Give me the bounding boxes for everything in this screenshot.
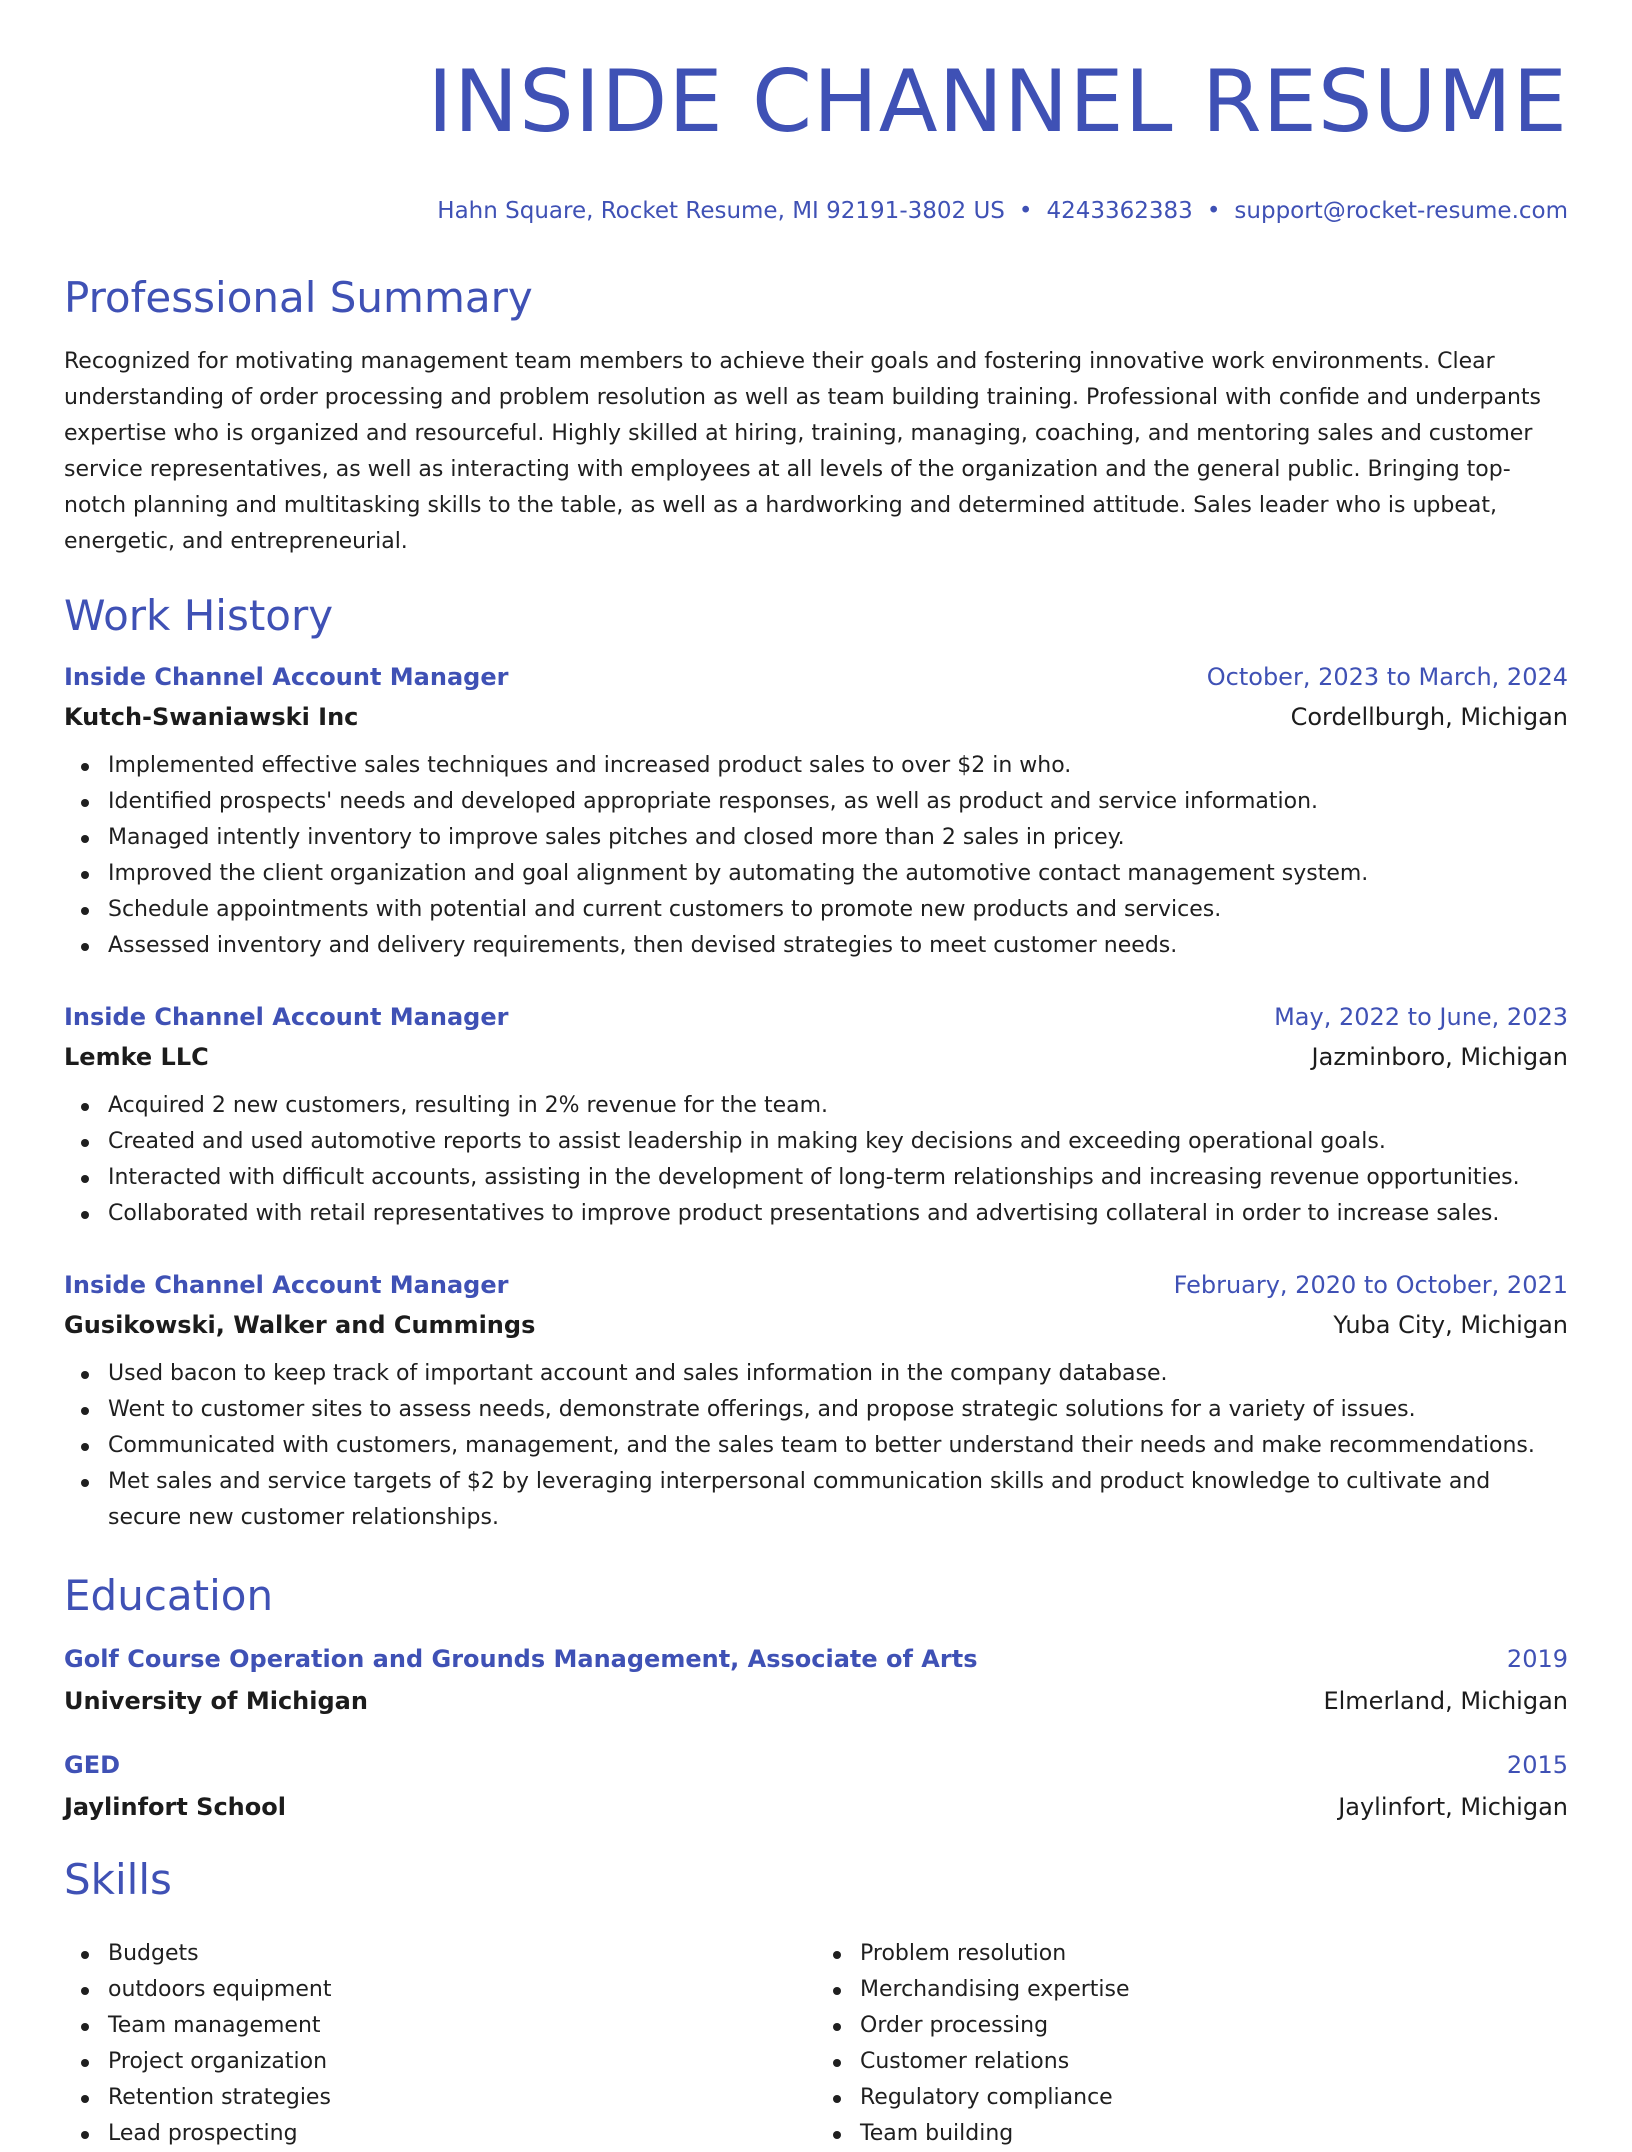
- contact-separator: •: [1018, 198, 1033, 224]
- work-history-heading: Work History: [64, 591, 334, 640]
- education-school: University of Michigan: [64, 1687, 368, 1715]
- contact-separator: •: [1206, 198, 1221, 224]
- job-employer: Lemke LLC: [64, 1043, 209, 1071]
- education-year: 2019: [1506, 1645, 1568, 1673]
- contact-phone: 4243362383: [1046, 198, 1193, 224]
- skill-item: Problem resolution: [816, 1936, 1568, 1972]
- job-bullet: Identified prospects' needs and developed appropriate responses, as well as product and service information.: [64, 784, 1568, 820]
- education-location: Jaylinfort, Michigan: [1338, 1793, 1568, 1821]
- job-bullet: Communicated with customers, management, and the sales team to better understand their needs and make recommendations.: [64, 1428, 1568, 1464]
- job-employer: Kutch-Swaniawski Inc: [64, 703, 359, 731]
- job-bullet: Acquired 2 new customers, resulting in 2% revenue for the team.: [64, 1088, 1568, 1124]
- skill-item: Team building: [816, 2116, 1568, 2152]
- education-entry: [64, 1642, 1568, 1718]
- skills-section: [64, 1854, 1568, 2152]
- work-history-section: [64, 590, 1568, 1536]
- job-entry: [64, 1268, 1568, 1536]
- resume-header: [64, 0, 1568, 226]
- job-bullets: [64, 748, 1568, 964]
- job-bullet: Implemented effective sales techniques and increased product sales to over $2 in who.: [64, 748, 1568, 784]
- education-school-row: [64, 1678, 1568, 1718]
- job-bullet: Went to customer sites to assess needs, demonstrate offerings, and propose strategic solutions for a variety of issues.: [64, 1392, 1568, 1428]
- skill-item: Team management: [64, 2008, 816, 2044]
- job-bullet: Improved the client organization and goal alignment by automating the automotive contact management system.: [64, 856, 1568, 892]
- job-bullets: [64, 1356, 1568, 1536]
- job-entry: [64, 1000, 1568, 1232]
- contact-email: support@rocket-resume.com: [1234, 198, 1568, 224]
- education-degree: GED: [64, 1751, 121, 1779]
- skills-list-right: [816, 1936, 1568, 2152]
- job-bullet: Met sales and service targets of $2 by leveraging interpersonal communication skills and product knowledge to cultivate and secure new customer relationships.: [64, 1464, 1568, 1536]
- education-section: [64, 1570, 1568, 1824]
- job-title: Inside Channel Account Manager: [64, 663, 509, 691]
- skill-item: Order processing: [816, 2008, 1568, 2044]
- job-dates: October, 2023 to March, 2024: [1206, 663, 1568, 691]
- education-year: 2015: [1506, 1751, 1568, 1779]
- job-title: Inside Channel Account Manager: [64, 1271, 509, 1299]
- job-header-row: [64, 1000, 1568, 1034]
- education-degree: Golf Course Operation and Grounds Management, Associate of Arts: [64, 1645, 978, 1673]
- job-location: Yuba City, Michigan: [1333, 1311, 1568, 1339]
- skill-item: Project organization: [64, 2044, 816, 2080]
- job-employer-row: [64, 694, 1568, 734]
- job-employer: Gusikowski, Walker and Cummings: [64, 1311, 536, 1339]
- skills-list-left: [64, 1936, 816, 2152]
- skill-item: Customer relations: [816, 2044, 1568, 2080]
- summary-heading: Professional Summary: [64, 273, 533, 322]
- skill-item: outdoors equipment: [64, 1972, 816, 2008]
- job-dates: February, 2020 to October, 2021: [1173, 1271, 1568, 1299]
- resume-name: INSIDE CHANNEL RESUME: [427, 52, 1568, 152]
- skills-heading: Skills: [64, 1855, 172, 1904]
- job-entry: [64, 660, 1568, 964]
- skill-item: Lead prospecting: [64, 2116, 816, 2152]
- skill-item: Regulatory compliance: [816, 2080, 1568, 2116]
- job-employer-row: [64, 1302, 1568, 1342]
- job-bullet: Used bacon to keep track of important account and sales information in the company database.: [64, 1356, 1568, 1392]
- summary-text: Recognized for motivating management team members to achieve their goals and fostering innovative work environments. Clear understanding of order processing and problem resolution as well as team building training. Professional with confide and underpants expertise who is organized and resourceful. Highly skilled at hiring, training, managing, coaching, and mentoring sales and customer service representatives, as well as interacting with employees at all levels of the organization and the general public. Bringing top-notch planning and multitasking skills to the table, as well as a hardworking and determined attitude. Sales leader who is upbeat, energetic, and entrepreneurial.: [64, 349, 1541, 554]
- education-header-row: [64, 1642, 1568, 1676]
- skill-item: Retention strategies: [64, 2080, 816, 2116]
- skill-item: Budgets: [64, 1936, 816, 1972]
- job-bullet: Collaborated with retail representatives to improve product presentations and advertising collateral in order to increase sales.: [64, 1196, 1568, 1232]
- job-header-row: [64, 1268, 1568, 1302]
- job-bullet: Interacted with difficult accounts, assisting in the development of long-term relationships and increasing revenue opportunities.: [64, 1160, 1568, 1196]
- job-bullets: [64, 1088, 1568, 1232]
- job-bullet: Schedule appointments with potential and current customers to promote new products and services.: [64, 892, 1568, 928]
- job-title: Inside Channel Account Manager: [64, 1003, 509, 1031]
- contact-line: [64, 196, 1568, 226]
- job-location: Cordellburgh, Michigan: [1290, 703, 1568, 731]
- education-school: Jaylinfort School: [64, 1793, 286, 1821]
- job-header-row: [64, 660, 1568, 694]
- education-location: Elmerland, Michigan: [1323, 1687, 1568, 1715]
- education-header-row: [64, 1748, 1568, 1782]
- education-entry: [64, 1748, 1568, 1824]
- skill-item: Merchandising expertise: [816, 1972, 1568, 2008]
- contact-address: Hahn Square, Rocket Resume, MI 92191-3802 US: [437, 198, 1005, 224]
- summary-section: [64, 272, 1568, 560]
- job-employer-row: [64, 1034, 1568, 1074]
- education-school-row: [64, 1784, 1568, 1824]
- job-dates: May, 2022 to June, 2023: [1274, 1003, 1568, 1031]
- job-bullet: Managed intently inventory to improve sales pitches and closed more than 2 sales in pricey.: [64, 820, 1568, 856]
- job-bullet: Assessed inventory and delivery requirements, then devised strategies to meet customer needs.: [64, 928, 1568, 964]
- job-bullet: Created and used automotive reports to assist leadership in making key decisions and exceeding operational goals.: [64, 1124, 1568, 1160]
- job-location: Jazminboro, Michigan: [1311, 1043, 1568, 1071]
- skills-columns: [64, 1922, 1568, 2152]
- education-heading: Education: [64, 1571, 274, 1620]
